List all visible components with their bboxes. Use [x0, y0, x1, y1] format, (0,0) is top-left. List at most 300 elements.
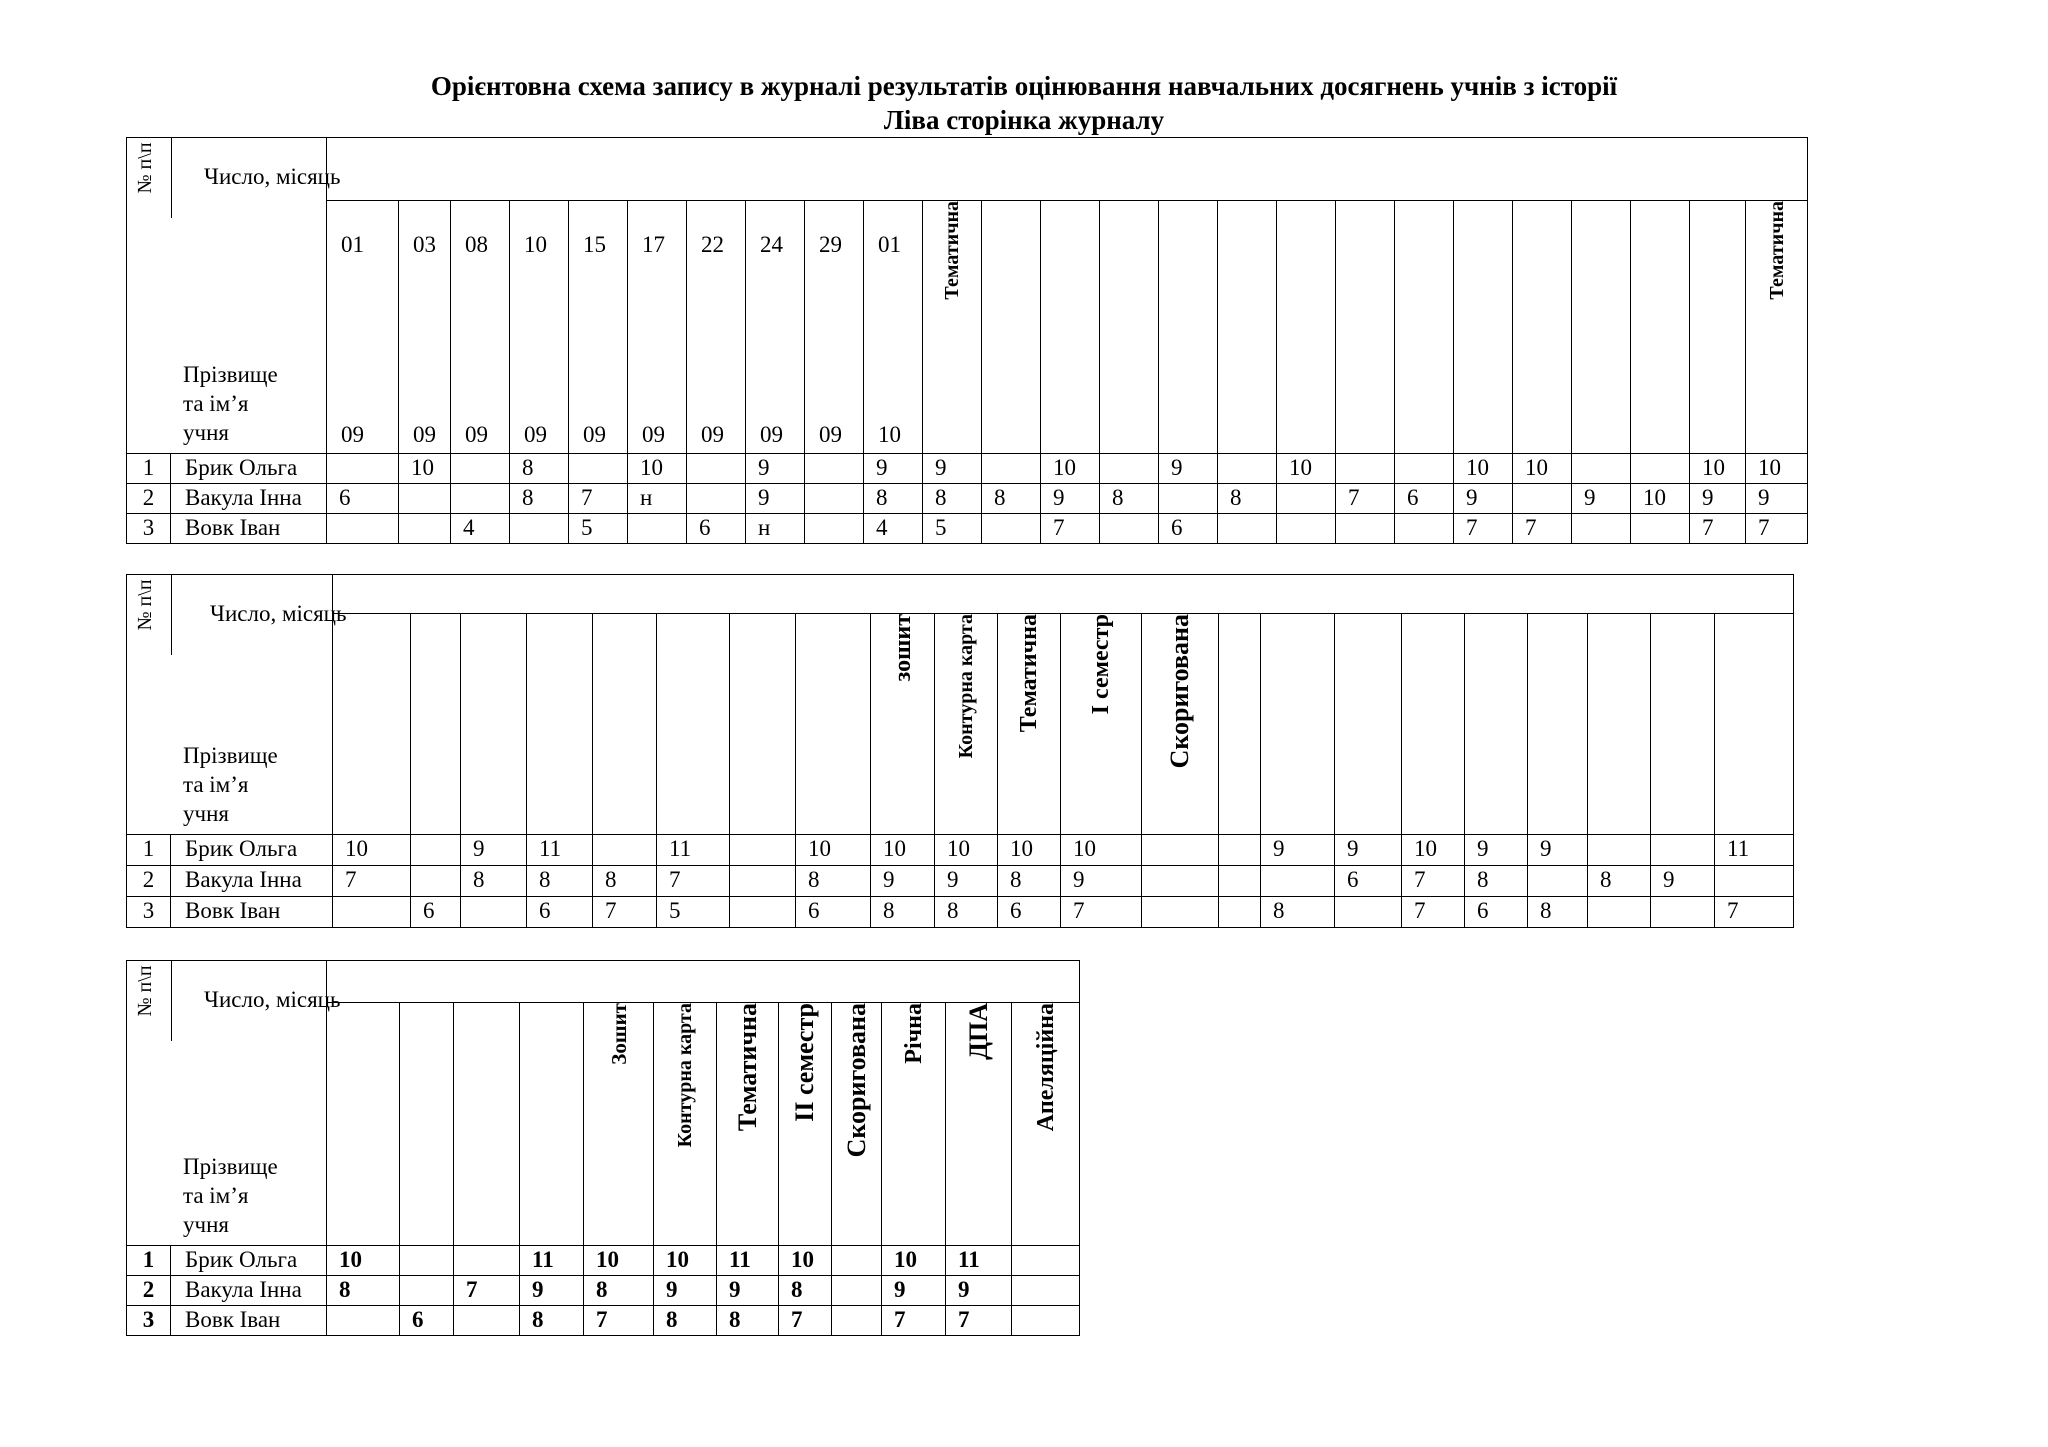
grade-cell — [333, 897, 411, 928]
student-name: Вакула Інна — [171, 484, 327, 514]
column-header — [1061, 614, 1142, 835]
grade-cell — [1395, 454, 1454, 484]
grade-cell: 9 — [1572, 484, 1631, 514]
grade-cell: 10 — [399, 454, 451, 484]
grade-cell: 9 — [1335, 835, 1402, 866]
student-name-header — [183, 360, 283, 447]
column-day: 24 — [760, 232, 783, 257]
grade-cell: 10 — [333, 835, 411, 866]
grade-cell: 9 — [461, 835, 527, 866]
grade-cell: 11 — [946, 1246, 1012, 1276]
grade-cell: 7 — [1336, 484, 1395, 514]
grade-cell: 10 — [871, 835, 935, 866]
column-header — [717, 1003, 779, 1246]
page-subtitle: Ліва сторінка журналу — [883, 105, 1165, 135]
column-header — [805, 201, 864, 454]
grade-cell: 7 — [454, 1276, 520, 1306]
grade-cell: 8 — [998, 866, 1061, 897]
column-header — [399, 201, 451, 454]
grade-cell — [1219, 866, 1261, 897]
column-type-label: Тематична — [1016, 614, 1042, 733]
date-month-header — [204, 985, 341, 1014]
column-type-label: Контурна карта — [955, 614, 977, 759]
date-month-label: Число, місяць — [204, 164, 341, 189]
grade-cell — [1100, 454, 1159, 484]
grade-cell: 9 — [871, 866, 935, 897]
grade-cell: 5 — [569, 514, 628, 544]
grade-cell: 10 — [1454, 454, 1513, 484]
grade-cell — [327, 514, 399, 544]
column-type-label: I семестр — [1088, 614, 1114, 715]
header-top-band — [333, 575, 1794, 614]
grade-cell — [1261, 866, 1335, 897]
grade-cell — [1572, 454, 1631, 484]
column-header — [935, 614, 998, 835]
grade-cell — [1159, 484, 1218, 514]
grade-cell — [1588, 897, 1651, 928]
header-caption-cell — [127, 961, 341, 1246]
grade-cell — [399, 484, 451, 514]
grade-cell: 7 — [1454, 514, 1513, 544]
grade-cell: 9 — [1746, 484, 1808, 514]
row-number-header — [127, 577, 163, 633]
grade-cell: 8 — [982, 484, 1041, 514]
grade-cell: 7 — [1041, 514, 1100, 544]
column-month: 09 — [583, 422, 606, 447]
grade-cell: 8 — [717, 1306, 779, 1336]
grade-cell: 6 — [1159, 514, 1218, 544]
grade-cell: 6 — [327, 484, 399, 514]
student-name: Вакула Інна — [171, 866, 333, 897]
column-header — [730, 614, 796, 835]
grade-cell — [805, 514, 864, 544]
row-number: 3 — [127, 514, 171, 544]
column-header — [510, 201, 569, 454]
column-header — [400, 1003, 454, 1246]
column-header — [1277, 201, 1336, 454]
column-header — [1715, 614, 1794, 835]
column-header — [1142, 614, 1219, 835]
grade-cell: 10 — [1277, 454, 1336, 484]
student-name: Вовк Іван — [171, 897, 333, 928]
column-header — [1454, 201, 1513, 454]
grade-cell — [1277, 514, 1336, 544]
row-number: 3 — [127, 897, 171, 928]
grade-cell — [1715, 866, 1794, 897]
grade-cell — [411, 835, 461, 866]
column-header — [871, 614, 935, 835]
column-day: 01 — [341, 232, 364, 257]
grade-cell: 10 — [1061, 835, 1142, 866]
column-type-label: II семестр — [790, 1003, 819, 1122]
column-header — [1631, 201, 1690, 454]
grade-cell — [1335, 897, 1402, 928]
column-header — [451, 201, 510, 454]
grade-cell: 11 — [657, 835, 730, 866]
grade-cell — [1142, 866, 1219, 897]
grade-cell — [510, 514, 569, 544]
grade-cell: 9 — [520, 1276, 584, 1306]
header-row-top — [127, 575, 1794, 614]
grade-cell: 7 — [1402, 866, 1465, 897]
grade-cell — [832, 1246, 882, 1276]
student-name: Брик Ольга — [171, 454, 327, 484]
grade-cell: 9 — [717, 1276, 779, 1306]
grade-cell — [1631, 454, 1690, 484]
column-type-label: Скоригована — [841, 1003, 871, 1158]
grade-cell — [451, 454, 510, 484]
column-month: 09 — [760, 422, 783, 447]
grade-cell: 6 — [1395, 484, 1454, 514]
grade-cell: 7 — [584, 1306, 654, 1336]
grade-cell — [454, 1306, 520, 1336]
column-day: 17 — [642, 232, 665, 257]
column-month: 09 — [341, 422, 364, 447]
grade-cell: 9 — [1690, 484, 1746, 514]
grade-cell — [628, 514, 687, 544]
column-header — [333, 614, 411, 835]
column-header — [1335, 614, 1402, 835]
grade-cell — [1572, 514, 1631, 544]
grade-cell: 9 — [1528, 835, 1588, 866]
column-header — [327, 1003, 400, 1246]
grade-cell: 8 — [461, 866, 527, 897]
table-row — [127, 1246, 1080, 1276]
grade-cell — [1277, 484, 1336, 514]
grade-cell: 10 — [1402, 835, 1465, 866]
column-header — [569, 201, 628, 454]
grade-cell: 7 — [946, 1306, 1012, 1336]
grade-cell — [1219, 897, 1261, 928]
table-row — [127, 484, 1808, 514]
grade-cell: 9 — [935, 866, 998, 897]
row-number: 2 — [127, 484, 171, 514]
grade-cell — [832, 1306, 882, 1336]
header-caption-cell — [127, 575, 347, 835]
grade-cell — [805, 484, 864, 514]
student-name-label: Прізвище та ім’я учня — [183, 362, 278, 445]
grade-cell: 6 — [1465, 897, 1528, 928]
column-month: 10 — [878, 422, 901, 447]
column-header — [1588, 614, 1651, 835]
column-header — [832, 1003, 882, 1246]
grade-cell: 8 — [593, 866, 657, 897]
column-day: 22 — [701, 232, 724, 257]
grade-cell: 9 — [946, 1276, 1012, 1306]
grade-cell: 8 — [923, 484, 982, 514]
grade-cell: 6 — [527, 897, 593, 928]
grade-cell — [1651, 897, 1715, 928]
column-header — [1261, 614, 1335, 835]
grade-cell — [451, 484, 510, 514]
header-divider-line — [171, 575, 172, 655]
grade-cell: 9 — [882, 1276, 946, 1306]
header-divider-line — [171, 961, 172, 1041]
column-header — [998, 614, 1061, 835]
grade-cell: 9 — [864, 454, 923, 484]
column-type-label: ДПА — [963, 1003, 993, 1060]
column-header — [657, 614, 730, 835]
grade-cell: 8 — [510, 484, 569, 514]
grade-cell: 10 — [584, 1246, 654, 1276]
grade-cell — [832, 1276, 882, 1306]
column-header — [982, 201, 1041, 454]
grade-cell: 10 — [327, 1246, 400, 1276]
column-day: 29 — [819, 232, 842, 257]
column-type-label: Тематична — [732, 1003, 762, 1132]
date-month-label: Число, місяць — [210, 601, 347, 626]
column-header — [796, 614, 871, 835]
page-title: Орієнтовна схема запису в журналі результатів оцінювання навчальних досягнень учнів з історії — [430, 71, 1618, 101]
row-number-header-label: № п\п — [134, 579, 156, 631]
grade-cell — [1218, 454, 1277, 484]
column-type-label: Скоригована — [1165, 614, 1194, 769]
grade-cell: 4 — [864, 514, 923, 544]
column-header — [1395, 201, 1454, 454]
grade-cell — [1336, 454, 1395, 484]
header-top-band — [327, 961, 1080, 1003]
grade-cell: 6 — [411, 897, 461, 928]
grade-cell — [730, 866, 796, 897]
grade-cell — [400, 1276, 454, 1306]
grade-cell: 9 — [746, 484, 805, 514]
grade-cell: 10 — [882, 1246, 946, 1276]
grade-cell: н — [628, 484, 687, 514]
grade-cell: 10 — [998, 835, 1061, 866]
grade-cell — [400, 1246, 454, 1276]
column-month: 09 — [701, 422, 724, 447]
column-header — [746, 201, 805, 454]
grade-cell: 9 — [654, 1276, 717, 1306]
row-number: 1 — [127, 835, 171, 866]
grade-cell: 7 — [882, 1306, 946, 1336]
grade-cell: 9 — [923, 454, 982, 484]
grade-cell — [1528, 866, 1588, 897]
grade-cell: 10 — [779, 1246, 832, 1276]
journal-table-2 — [126, 574, 1794, 928]
row-number: 2 — [127, 866, 171, 897]
header-caption-cell — [127, 138, 341, 454]
grade-cell: 8 — [1588, 866, 1651, 897]
header-top-band — [327, 138, 1808, 201]
column-month: 09 — [642, 422, 665, 447]
column-day: 15 — [583, 232, 606, 257]
grade-cell: 9 — [1454, 484, 1513, 514]
grade-cell: 11 — [520, 1246, 584, 1276]
grade-cell: 5 — [657, 897, 730, 928]
grade-cell — [411, 866, 461, 897]
grade-cell: 8 — [864, 484, 923, 514]
grade-cell — [1100, 514, 1159, 544]
table-row — [127, 1306, 1080, 1336]
column-month: 09 — [819, 422, 842, 447]
grade-cell: 6 — [796, 897, 871, 928]
grade-cell: 9 — [1159, 454, 1218, 484]
student-name-header — [183, 1152, 283, 1239]
grade-cell — [1631, 514, 1690, 544]
grade-cell: 8 — [1261, 897, 1335, 928]
header-divider-line — [171, 138, 172, 218]
student-name: Вакула Інна — [171, 1276, 327, 1306]
column-header — [454, 1003, 520, 1246]
grade-cell: 7 — [1746, 514, 1808, 544]
grade-cell — [1395, 514, 1454, 544]
date-month-label: Число, місяць — [204, 987, 341, 1012]
column-header — [1528, 614, 1588, 835]
table-row — [127, 1276, 1080, 1306]
student-name-label: Прізвище та ім’я учня — [183, 743, 278, 826]
table-row — [127, 514, 1808, 544]
grade-cell: 7 — [779, 1306, 832, 1336]
grade-cell: 10 — [935, 835, 998, 866]
grade-cell: 6 — [1335, 866, 1402, 897]
header-row-columns — [127, 201, 1808, 454]
student-name: Вовк Іван — [171, 1306, 327, 1336]
header-row-top — [127, 138, 1808, 201]
grade-cell: 8 — [654, 1306, 717, 1336]
grade-cell: 7 — [1690, 514, 1746, 544]
journal-table-1 — [126, 137, 1808, 544]
student-name: Брик Ольга — [171, 835, 333, 866]
column-month: 09 — [465, 422, 488, 447]
journal-table-3 — [126, 960, 1080, 1336]
column-day: 03 — [413, 232, 436, 257]
table-row — [127, 454, 1808, 484]
grade-cell: 8 — [520, 1306, 584, 1336]
grade-cell: 8 — [1528, 897, 1588, 928]
table-row — [127, 866, 1794, 897]
column-month: 09 — [524, 422, 547, 447]
grade-cell: 8 — [1218, 484, 1277, 514]
row-number-header — [127, 140, 163, 196]
column-type-label: Тематична — [1765, 201, 1788, 300]
grade-cell — [1012, 1306, 1080, 1336]
column-header — [584, 1003, 654, 1246]
column-day: 10 — [524, 232, 547, 257]
grade-cell — [1142, 835, 1219, 866]
grade-cell — [730, 835, 796, 866]
grade-cell — [454, 1246, 520, 1276]
row-number: 1 — [127, 1246, 171, 1276]
header-row-top — [127, 961, 1080, 1003]
grade-cell: 8 — [1465, 866, 1528, 897]
grade-cell — [982, 454, 1041, 484]
column-header — [327, 201, 399, 454]
column-header — [1100, 201, 1159, 454]
grade-cell — [982, 514, 1041, 544]
grade-cell — [1513, 484, 1572, 514]
student-name: Брик Ольга — [171, 1246, 327, 1276]
column-header — [1012, 1003, 1080, 1246]
grade-cell: 9 — [1465, 835, 1528, 866]
grade-cell — [1219, 835, 1261, 866]
grade-cell — [687, 454, 746, 484]
column-type-label: Річна — [900, 1003, 927, 1064]
grade-cell: 8 — [527, 866, 593, 897]
column-header — [1402, 614, 1465, 835]
grade-cell — [687, 484, 746, 514]
column-type-label: Апеляційна — [1032, 1003, 1059, 1132]
grade-cell — [593, 835, 657, 866]
row-number: 3 — [127, 1306, 171, 1336]
table-row — [127, 835, 1794, 866]
grade-cell — [327, 454, 399, 484]
column-header — [1336, 201, 1395, 454]
column-header — [1572, 201, 1631, 454]
column-month: 09 — [413, 422, 436, 447]
grade-cell: 7 — [569, 484, 628, 514]
grade-cell: 9 — [1041, 484, 1100, 514]
column-header — [1159, 201, 1218, 454]
grade-cell — [1142, 897, 1219, 928]
grade-cell: 8 — [871, 897, 935, 928]
grade-cell — [1012, 1246, 1080, 1276]
grade-cell: 11 — [527, 835, 593, 866]
grade-cell: 7 — [1715, 897, 1794, 928]
grade-cell — [1012, 1276, 1080, 1306]
grade-cell: 9 — [1261, 835, 1335, 866]
grade-cell: 10 — [1746, 454, 1808, 484]
column-header — [1746, 201, 1808, 454]
column-header — [411, 614, 461, 835]
column-header — [864, 201, 923, 454]
student-name-label: Прізвище та ім’я учня — [183, 1154, 278, 1237]
column-type-label: Контурна карта — [674, 1003, 696, 1148]
column-header — [1041, 201, 1100, 454]
student-name: Вовк Іван — [171, 514, 327, 544]
row-number-header-label: № п\п — [134, 965, 156, 1017]
column-header — [882, 1003, 946, 1246]
grade-cell: 9 — [1651, 866, 1715, 897]
grade-cell — [1588, 835, 1651, 866]
grade-cell: 8 — [510, 454, 569, 484]
row-number-header-label: № п\п — [134, 142, 156, 194]
grade-cell — [1218, 514, 1277, 544]
column-header — [1690, 201, 1746, 454]
header-row-columns — [127, 614, 1794, 835]
grade-cell — [569, 454, 628, 484]
grade-cell: 7 — [333, 866, 411, 897]
grade-cell: 9 — [1061, 866, 1142, 897]
column-header — [1465, 614, 1528, 835]
grade-cell: 8 — [935, 897, 998, 928]
column-type-label: Зошит — [606, 1003, 631, 1065]
column-header — [1513, 201, 1572, 454]
grade-cell: 10 — [1513, 454, 1572, 484]
grade-cell — [399, 514, 451, 544]
column-type-label: зошит — [889, 614, 916, 682]
grade-cell: 8 — [327, 1276, 400, 1306]
grade-cell — [730, 897, 796, 928]
grade-cell — [327, 1306, 400, 1336]
grade-cell: 7 — [1061, 897, 1142, 928]
grade-cell: 10 — [628, 454, 687, 484]
grade-cell: 10 — [654, 1246, 717, 1276]
row-number-header — [127, 963, 163, 1019]
grade-cell: 8 — [584, 1276, 654, 1306]
column-header — [520, 1003, 584, 1246]
grade-cell: 10 — [1690, 454, 1746, 484]
column-header — [779, 1003, 832, 1246]
column-type-label: Тематична — [941, 201, 963, 300]
column-header — [946, 1003, 1012, 1246]
column-header — [527, 614, 593, 835]
grade-cell: 10 — [1041, 454, 1100, 484]
grade-cell: 6 — [400, 1306, 454, 1336]
date-month-header — [204, 162, 341, 191]
grade-cell: 5 — [923, 514, 982, 544]
grade-cell — [461, 897, 527, 928]
